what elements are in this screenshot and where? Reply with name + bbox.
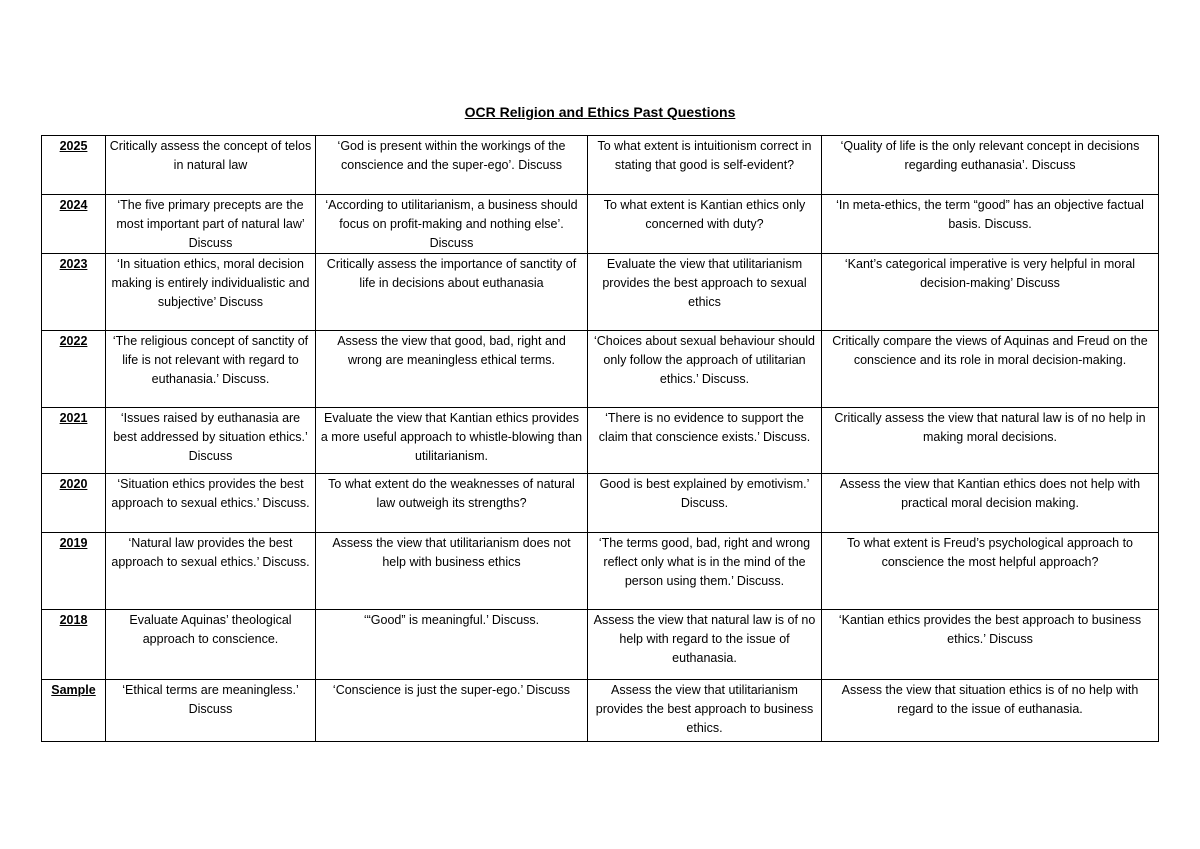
question-cell: Critically assess the importance of sanctity of life in decisions about euthanasia bbox=[316, 254, 588, 331]
question-cell: ‘According to utilitarianism, a business should focus on profit-making and nothing else’. Discuss bbox=[316, 195, 588, 254]
year-cell: 2022 bbox=[42, 331, 106, 408]
page-title: OCR Religion and Ethics Past Questions bbox=[464, 104, 736, 120]
question-cell: ‘Situation ethics provides the best approach to sexual ethics.’ Discuss. bbox=[106, 474, 316, 533]
year-cell: 2019 bbox=[42, 533, 106, 610]
year-cell: 2018 bbox=[42, 610, 106, 680]
year-cell: 2021 bbox=[42, 408, 106, 474]
question-cell: Critically assess the view that natural law is of no help in making moral decisions. bbox=[822, 408, 1159, 474]
question-cell: Assess the view that natural law is of no help with regard to the issue of euthanasia. bbox=[588, 610, 822, 680]
question-cell: Critically assess the concept of telos in natural law bbox=[106, 136, 316, 195]
question-cell: ‘The five primary precepts are the most important part of natural law’ Discuss bbox=[106, 195, 316, 254]
question-cell: To what extent is Kantian ethics only concerned with duty? bbox=[588, 195, 822, 254]
table-row bbox=[42, 136, 1159, 195]
question-cell: ‘There is no evidence to support the claim that conscience exists.’ Discuss. bbox=[588, 408, 822, 474]
question-cell: ‘Choices about sexual behaviour should only follow the approach of utilitarian ethics.’ Discuss. bbox=[588, 331, 822, 408]
year-cell: 2020 bbox=[42, 474, 106, 533]
question-cell: ‘Conscience is just the super-ego.’ Discuss bbox=[316, 680, 588, 742]
question-cell: Assess the view that utilitarianism provides the best approach to business ethics. bbox=[588, 680, 822, 742]
question-cell: Evaluate the view that utilitarianism provides the best approach to sexual ethics bbox=[588, 254, 822, 331]
table-row bbox=[42, 254, 1159, 331]
past-questions-table bbox=[41, 135, 1159, 742]
year-cell: 2025 bbox=[42, 136, 106, 195]
table-row bbox=[42, 474, 1159, 533]
table-row bbox=[42, 533, 1159, 610]
question-cell: Critically compare the views of Aquinas and Freud on the conscience and its role in moral decision-making. bbox=[822, 331, 1159, 408]
question-cell: To what extent is intuitionism correct in stating that good is self-evident? bbox=[588, 136, 822, 195]
question-cell: ‘Natural law provides the best approach to sexual ethics.’ Discuss. bbox=[106, 533, 316, 610]
question-cell: Assess the view that utilitarianism does not help with business ethics bbox=[316, 533, 588, 610]
table-row bbox=[42, 610, 1159, 680]
table-row bbox=[42, 680, 1159, 742]
table-row bbox=[42, 331, 1159, 408]
question-cell: ‘God is present within the workings of the conscience and the super-ego’. Discuss bbox=[316, 136, 588, 195]
table-row bbox=[42, 408, 1159, 474]
question-cell: ‘In situation ethics, moral decision making is entirely individualistic and subjective’ Discuss bbox=[106, 254, 316, 331]
question-cell: ‘Issues raised by euthanasia are best addressed by situation ethics.’ Discuss bbox=[106, 408, 316, 474]
question-cell: ‘Ethical terms are meaningless.’ Discuss bbox=[106, 680, 316, 742]
question-cell: To what extent do the weaknesses of natural law outweigh its strengths? bbox=[316, 474, 588, 533]
year-cell: 2024 bbox=[42, 195, 106, 254]
table-row bbox=[42, 195, 1159, 254]
question-cell: ‘Kant’s categorical imperative is very helpful in moral decision-making’ Discuss bbox=[822, 254, 1159, 331]
question-cell: Good is best explained by emotivism.’ Discuss. bbox=[588, 474, 822, 533]
question-cell: ‘Quality of life is the only relevant concept in decisions regarding euthanasia’. Discuss bbox=[822, 136, 1159, 195]
question-cell: ‘The terms good, bad, right and wrong reflect only what is in the mind of the person using them.’ Discuss. bbox=[588, 533, 822, 610]
question-cell: ‘In meta-ethics, the term “good” has an objective factual basis. Discuss. bbox=[822, 195, 1159, 254]
question-cell: To what extent is Freud’s psychological approach to conscience the most helpful approach? bbox=[822, 533, 1159, 610]
question-cell: ‘The religious concept of sanctity of life is not relevant with regard to euthanasia.’ Discuss. bbox=[106, 331, 316, 408]
question-cell: Evaluate Aquinas’ theological approach to conscience. bbox=[106, 610, 316, 680]
question-cell: Assess the view that situation ethics is of no help with regard to the issue of euthanasia. bbox=[822, 680, 1159, 742]
year-cell: Sample bbox=[42, 680, 106, 742]
year-cell: 2023 bbox=[42, 254, 106, 331]
question-cell: ‘Kantian ethics provides the best approach to business ethics.’ Discuss bbox=[822, 610, 1159, 680]
question-cell: Assess the view that good, bad, right and wrong are meaningless ethical terms. bbox=[316, 331, 588, 408]
question-cell: ‘“Good” is meaningful.’ Discuss. bbox=[316, 610, 588, 680]
question-cell: Evaluate the view that Kantian ethics provides a more useful approach to whistle-blowing than utilitarianism. bbox=[316, 408, 588, 474]
question-cell: Assess the view that Kantian ethics does not help with practical moral decision making. bbox=[822, 474, 1159, 533]
